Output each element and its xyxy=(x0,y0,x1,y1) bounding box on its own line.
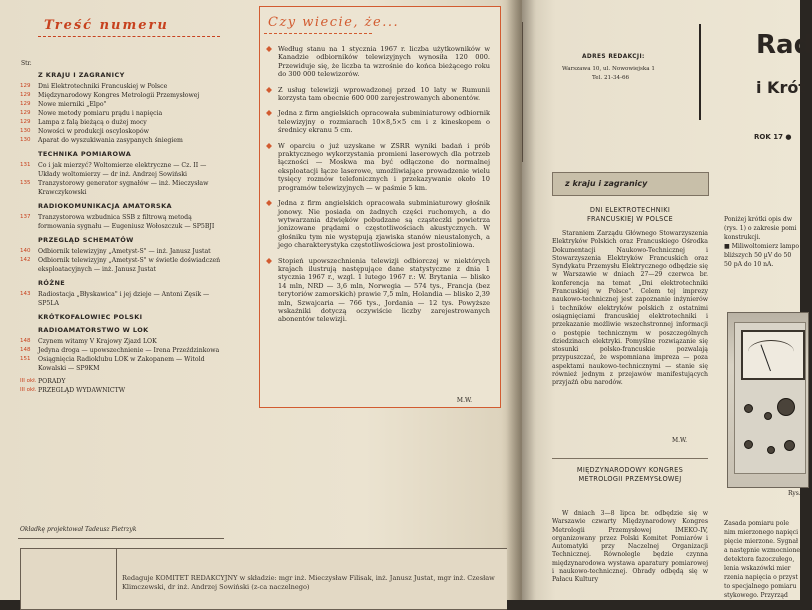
column2-line: ■ Miliwoltomierz lampo xyxy=(724,243,800,250)
toc-entry-title: Nowości w produkcji oscyloskopów xyxy=(38,128,149,135)
article1-body: Staraniem Zarządu Głównego Stowarzyszenia Elektryków Polskich oraz Francuskiego Ośrodka Dokumentacji Naukowo-Technicznej i Stowarzyszenia Elektryków Francuskich oraz Syndykatu Przemysłu Elektrycznego odbędzie się w Warszawie w dniach 27—29 czerwca br. konferencja na temat „Dni elektrotechniki Francuskiej w Polsce". Celem tej imprezy naukowo-technicznej jest zapoznanie inżynierów i techników elektryków polskich z ostatnimi osiągnięciami francuskiej elektrotechniki i przekazanie możliwie wszechstronnej informacji o postępie technicznym w poszczególnych dziedzinach elektryki. Pomyślne rozwiązanie się stosunki polsko-francuskie pozwalają przypuszczać, że wspomniana impreza — poza aspektami naukowo-technicznymi — stanie się również jednym z przejawów manifestujących przyjaźń obu narodów. xyxy=(552,230,708,387)
toc-entry-page: 129 xyxy=(20,119,31,125)
article1-signature: M.W. xyxy=(672,437,688,444)
right-page xyxy=(522,0,812,600)
toc-entry xyxy=(20,337,230,346)
figure-caption: Rys. xyxy=(788,490,801,497)
meter-knob xyxy=(744,404,753,413)
toc-entry-page: 142 xyxy=(20,257,31,263)
meter-knob xyxy=(767,446,775,454)
toc-entry-title: PORADY xyxy=(38,378,66,385)
column2-line: 50 pA do 10 nA. xyxy=(724,261,774,268)
toc-entry-page: 143 xyxy=(20,291,31,297)
toc-entry-title: Radiostacja „Błyskawica" i jej dzieje — Antoni Zęsik — SP5LA xyxy=(38,291,210,307)
fact-text: Z usług telewizji wprowadzonej przed 10 laty w Rumunii korzysta tam obecnie 600 000 zarejestrowanych abonentów. xyxy=(278,85,490,103)
toc-section-heading: TECHNIKA POMIAROWA xyxy=(38,150,132,158)
toc-section-heading: RADIOAMATORSTWO W LOK xyxy=(38,326,149,334)
toc-entry-page: 140 xyxy=(20,248,31,254)
toc-entry xyxy=(20,100,230,109)
column2-line: nim mierzonego napięci xyxy=(724,529,799,536)
fact-item xyxy=(266,109,490,134)
toc-entry-page: 131 xyxy=(20,162,31,168)
toc-section-heading: PRZEGLĄD SCHEMATÓW xyxy=(38,236,134,244)
toc-entry-title: Odbiornik telewizyjny „Ametyst-S" — inż. Janusz Justat xyxy=(38,248,211,255)
toc-entry-title: Co i jak mierzyć? Woltomierze elektryczne — Cz. II — Układy woltomierzy — dr inż. Andrzej Sowiński xyxy=(38,162,207,178)
toc-entry-title: Międzynarodowy Kongres Metrologii Przemysłowej xyxy=(38,92,200,99)
meter-scale-arc xyxy=(748,340,794,363)
fact-item xyxy=(266,257,490,324)
toc-entry-page: 129 xyxy=(20,92,31,98)
toc-entry-title: Tranzystorowa wzbudnica SSB z filtrową metodą formowania sygnału — Eugeniusz Wołoszczuk — SP5BJI xyxy=(38,214,215,230)
toc-entry-title: Nowe metody pomiaru prądu i napięcia xyxy=(38,110,163,117)
column2-line: detektora fazoczułego, xyxy=(724,556,795,563)
fact-text: Stopień upowszechnienia telewizji odbiorczej w niektórych krajach ilustrują następujące dane statystyczne z dnia 1 stycznia 1967 r., wzgl. 1 lutego 1967 r.: W. Brytania — blisko 14 mln, NRD — 3,6 mln, Norwegia — 574 tys., Francja (bez terytoriów zamorskich) prawie 7,5 mln, Holandia — blisko 2,39 mln, Szwajcaria — 766 tys., Jordania — 12 tys. Powyższe wskaźniki dotyczą oczywiście liczby zarejestrowanych abonentów telewizji. xyxy=(278,256,490,324)
article-separator xyxy=(552,458,708,459)
facts-title: Czy wiecie, że... xyxy=(268,15,400,30)
toc-entry-page: 135 xyxy=(20,180,31,186)
column2-line: rzenia napięcia o przyst xyxy=(724,574,798,581)
meter-main-knob xyxy=(777,398,795,416)
facts-box xyxy=(259,6,501,408)
fact-item xyxy=(266,86,490,103)
masthead-divider xyxy=(699,24,701,120)
address-label: ADRES REDAKCJI: xyxy=(582,54,645,60)
toc-entry xyxy=(20,179,230,197)
address-street: Warszawa 10, ul. Nowowiejska 1 xyxy=(562,66,655,72)
column2-line: lenia wskazówki mier xyxy=(724,565,791,572)
toc-entry xyxy=(20,82,230,91)
fact-text: Według stanu na 1 stycznia 1967 r. liczba użytkowników w Kanadzie odbiorników telewizyjnych wynosiła 120 000. Przewiduje się, że liczba ta wzrośnie do końca bieżącego roku do 300 000 telewizorów. xyxy=(278,45,490,79)
meter-knob xyxy=(784,440,795,451)
toc-section-heading: Z KRAJU I ZAGRANICY xyxy=(38,71,125,79)
column2-line: to specjalnego pomiaru xyxy=(724,583,797,590)
column2-line: Poniżej krótki opis dw xyxy=(724,216,793,223)
toc-footer-rule xyxy=(18,538,224,539)
article2-heading: MIĘDZYNARODOWY KONGRES METROLOGII PRZEMYSŁOWEJ xyxy=(576,466,684,483)
toc-page-label: Str. xyxy=(21,60,32,67)
toc-entry-page: 129 xyxy=(20,83,31,89)
bullet-icon xyxy=(266,87,272,93)
toc-entry xyxy=(20,346,230,355)
fact-item xyxy=(266,199,490,249)
toc-entry xyxy=(20,136,230,145)
toc-entry xyxy=(20,118,230,127)
masthead-title: Rad xyxy=(756,30,812,60)
toc-entry-page: III okł. xyxy=(20,378,37,384)
facts-signature: M.W. xyxy=(456,397,472,404)
toc-entry xyxy=(20,386,230,395)
bullet-icon xyxy=(266,258,272,264)
bullet-icon xyxy=(266,200,272,206)
fact-item xyxy=(266,45,490,79)
toc-entry-title: Nowe mierniki „Elpo" xyxy=(38,101,107,108)
toc-entry xyxy=(20,213,230,231)
masthead-issue: ROK 17 ● xyxy=(754,133,792,141)
toc-section-heading: RADIOKOMUNIKACJA AMATORSKA xyxy=(38,202,172,210)
toc-entry-page: 151 xyxy=(20,356,31,362)
address-phone: Tel. 21-34-66 xyxy=(592,75,630,81)
toc-section-heading: KRÓTKOFALOWIEC POLSKI xyxy=(38,313,143,321)
table-of-contents xyxy=(20,66,230,395)
toc-entry-title: Tranzystorowy generator sygnałów — inż. Mieczysław Krawczykowski xyxy=(38,180,209,196)
toc-entry-title: Osiągnięcia Radioklubu LOK w Zakopanem — Witold Kowalski — SP9KM xyxy=(38,356,205,372)
toc-entry-page: III okł. xyxy=(20,387,37,393)
toc-entry-page: 129 xyxy=(20,101,31,107)
fact-text: Jedna z firm angielskich opracowała subminiaturowy głośnik jonowy. Nie posiada on żadnych części ruchomych, a do wytwarzania dźwięków pobudzane są cząsteczki powietrza jonizowane prądami o częstotliwościach akustycznych. W głośniku tym nie występują zjawiska stanów nieustalonych, a jego charakterystyka częstotliwościowa jest prostoliniowa. xyxy=(278,199,490,250)
toc-entry xyxy=(20,127,230,136)
article2-body: W dniach 3—8 lipca br. odbędzie się w Warszawie czwarty Międzynarodowy Kongres Metrologii Przemysłowej IMEKO-IV, organizowany przez Polski Komitet Pomiarów i Automatyki przy Naczelnej Organizacji Technicznej. Równolegle będzie czynna międzynarodowa wystawa aparatury pomiarowej i naukowo-technicznej. Obrady odbędą się w Pałacu Kultury xyxy=(552,510,708,584)
toc-title-rule xyxy=(38,36,220,38)
section-banner-label: z kraju i zagranicy xyxy=(565,179,648,188)
toc-entry-page: 148 xyxy=(20,338,31,344)
committee-divider xyxy=(116,548,117,600)
toc-entry xyxy=(20,161,230,179)
toc-section-heading: RÓŻNE xyxy=(38,279,66,287)
toc-entry-title: Jedyna droga — upowszechnienie — Irena Przeździnkowa xyxy=(38,347,220,354)
toc-title: Treść numeru xyxy=(44,18,169,33)
toc-entry-title: Aparat do wyszukiwania zasypanych śniegiem xyxy=(38,137,183,144)
toc-entry-title: Lampa z falą bieżącą o dużej mocy xyxy=(38,119,147,126)
toc-entry xyxy=(20,109,230,118)
bullet-icon xyxy=(266,110,272,116)
cover-credit: Okładkę projektował Tadeusz Pietrzyk xyxy=(20,526,137,533)
toc-entry xyxy=(20,247,230,256)
toc-entry xyxy=(20,91,230,100)
column2-line: pięcie mierzone. Sygnał xyxy=(724,538,798,545)
toc-entry-title: Dni Elektrotechniki Francuskiej w Polsce xyxy=(38,83,168,90)
facts-list xyxy=(266,45,490,331)
editorial-committee-text: Redaguje KOMITET REDAKCYJNY w składzie: mgr inż. Mieczysław Filisak, inż. Janusz Justat, mgr inż. Czesław Klimczewski, dr inż. Andrzej Sowiński (z-ca naczelnego) xyxy=(122,574,495,591)
toc-entry-title: Odbiornik telewizyjny „Ametyst-S" w świetle doświadczeń eksploatacyjnych — inż. Janusz Justat xyxy=(38,257,221,273)
toc-entry xyxy=(20,377,230,386)
meter-knob xyxy=(764,412,772,420)
bullet-icon xyxy=(266,143,272,149)
masthead-left-rule xyxy=(522,22,523,162)
toc-entry-title: PRZEGLĄD WYDAWNICTW xyxy=(38,387,126,394)
fact-text: W oparciu o już uzyskane w ZSRR wyniki badań i prób praktycznego wykorzystania promieni laserowych dla potrzeb łączności — Moskwa ma być odłączone do normalnej eksploatacji łącze laserowe, umożliwiające prowadzenie wielu tysięcy rozmów telefonicznych i przekazywanie około 10 programów telewizyjnych — w paśmie 5 km. xyxy=(278,141,490,192)
column2-line: (rys. 1) o zakresie pomi xyxy=(724,225,797,232)
toc-entry-page: 130 xyxy=(20,128,31,134)
column2-line: a następnie wzmocnione xyxy=(724,547,800,554)
meter-knob xyxy=(744,440,753,449)
toc-entry xyxy=(20,355,230,373)
toc-entry-title: Czynem witamy V Krajowy Zjazd LOK xyxy=(38,338,157,345)
article1-heading: DNI ELEKTROTECHNIKI FRANCUSKIEJ W POLSCE xyxy=(586,206,674,223)
facts-title-rule xyxy=(264,33,372,34)
column2-line: Zasada pomiaru pole xyxy=(724,520,789,527)
column2-line: konstrukcji. xyxy=(724,234,761,241)
toc-entry xyxy=(20,256,230,274)
toc-entry-page: 129 xyxy=(20,110,31,116)
masthead-subtitle: i Krót xyxy=(756,78,806,97)
bullet-icon xyxy=(266,46,272,52)
toc-entry-page: 130 xyxy=(20,137,31,143)
column2-line: stykowego. Przyrząd xyxy=(724,592,788,599)
fact-item xyxy=(266,142,490,192)
toc-entry xyxy=(20,290,230,308)
toc-entry-page: 148 xyxy=(20,347,31,353)
column2-line: bliższych 50 µV do 50 xyxy=(724,252,792,259)
toc-entry-page: 137 xyxy=(20,214,31,220)
fact-text: Jedna z firm angielskich opracowała subminiaturowy odbiornik telewizyjny o rozmiarach 10×8,5×5 cm i z kineskopem o średnicy ekranu 5 cm. xyxy=(278,109,490,135)
